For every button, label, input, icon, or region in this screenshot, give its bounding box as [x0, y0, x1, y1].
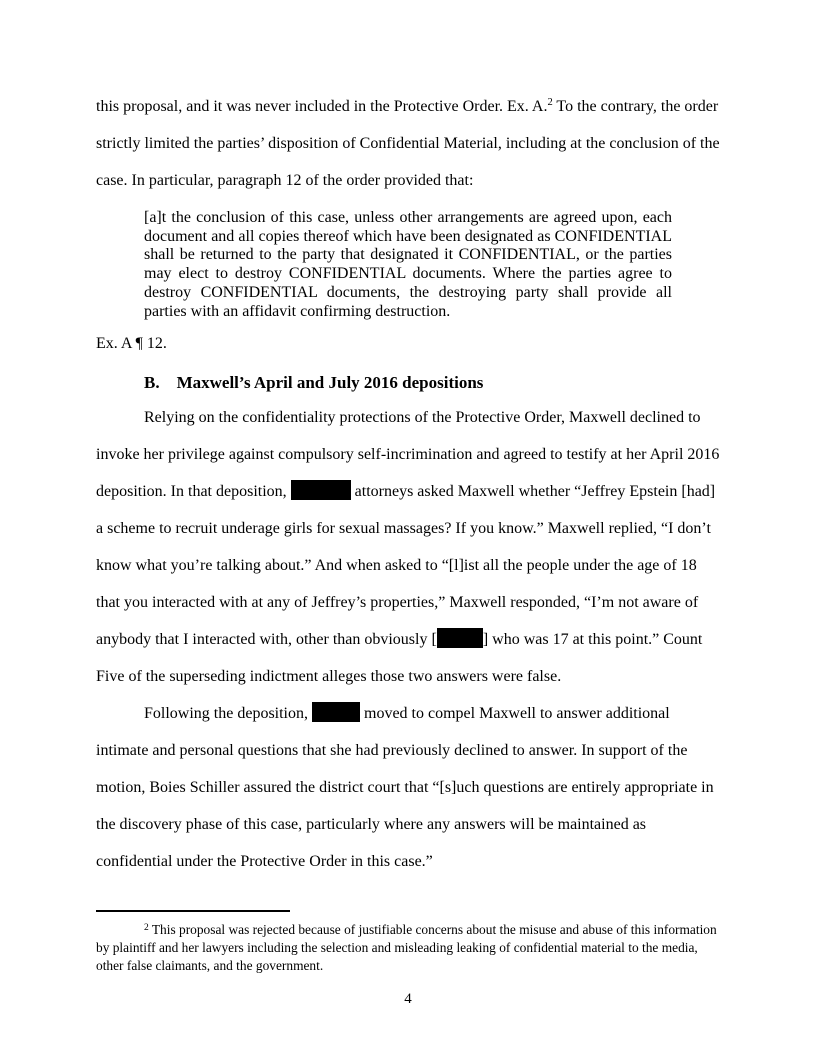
section-heading-letter: B. — [144, 373, 160, 393]
block-quote: [a]t the conclusion of this case, unless other arrangements are agreed upon, each document and all copies thereof which have been designated as CONFIDENTIAL shall be returned to the party that designated it CONFIDENTIAL, or the parties may elect to destroy CONFIDENTIAL documents. Where the parties agree to destroy CONFIDENTIAL documents, the destroying party shall provide all parties with an affidavit confirming destruction. — [144, 209, 672, 320]
redaction-box — [312, 702, 360, 722]
section-heading — [144, 372, 720, 393]
document-body — [96, 88, 720, 880]
paragraph-text: Following the deposition, — [144, 705, 312, 723]
section-heading-text: Maxwell’s April and July 2016 depositions — [176, 373, 484, 393]
redaction-box — [437, 628, 483, 648]
page-number: 4 — [404, 991, 412, 1007]
footnote-text: This proposal was rejected because of justifiable concerns about the misuse and abuse of this information by plaintiff and her lawyers including the selection and misleading leaking of confidential material to the media, other false claimants, and the government. — [96, 922, 717, 973]
paragraph-text: attorneys asked Maxwell whether “Jeffrey Epstein [had] a scheme to recruit underage girls for sexual massages? If you know.” Maxwell replied, “I don’t know what you’re talking about.” And when asked to “[l]ist all the people under the age of 18 that you interacted with at any of Jeffrey’s properties,” Maxwell responded, “I’m not aware of anybody that I interacted with, other than obviously [ — [96, 483, 716, 649]
paragraph-continuation — [96, 88, 720, 199]
footnote — [96, 921, 720, 975]
redaction-box — [291, 480, 351, 500]
paragraph-text: ] who was 17 at this point.” Count Five of the superseding indictment alleges those two answers were false. — [96, 631, 703, 686]
paragraph — [96, 695, 720, 880]
paragraph-text: Relying on the confidentiality protections of the Protective Order, Maxwell declined to invoke her privilege against compulsory self-incrimination and agreed to testify at her April 2016 deposition. In that deposition, — [96, 409, 720, 501]
paragraph-text: To the contrary, the order strictly limited the parties’ disposition of Confidential Material, including at the conclusion of the case. In particular, paragraph 12 of the order provided that: — [96, 98, 720, 189]
footnote-number: 2 — [144, 923, 149, 933]
paragraph-text: this proposal, and it was never included in the Protective Order. Ex. A. — [96, 98, 548, 115]
footnote-reference-superscript: 2 — [547, 97, 553, 108]
footnote-separator — [96, 910, 290, 912]
exhibit-citation: Ex. A ¶ 12. — [96, 335, 167, 353]
paragraph — [96, 399, 720, 695]
paragraph-text: moved to compel Maxwell to answer additional intimate and personal questions that she had previously declined to answer. In support of the motion, Boies Schiller assured the district court that “[s]uch questions are entirely appropriate in the discovery phase of this case, particularly where any answers will be maintained as confidential under the Protective Order in this case.” — [96, 705, 714, 871]
